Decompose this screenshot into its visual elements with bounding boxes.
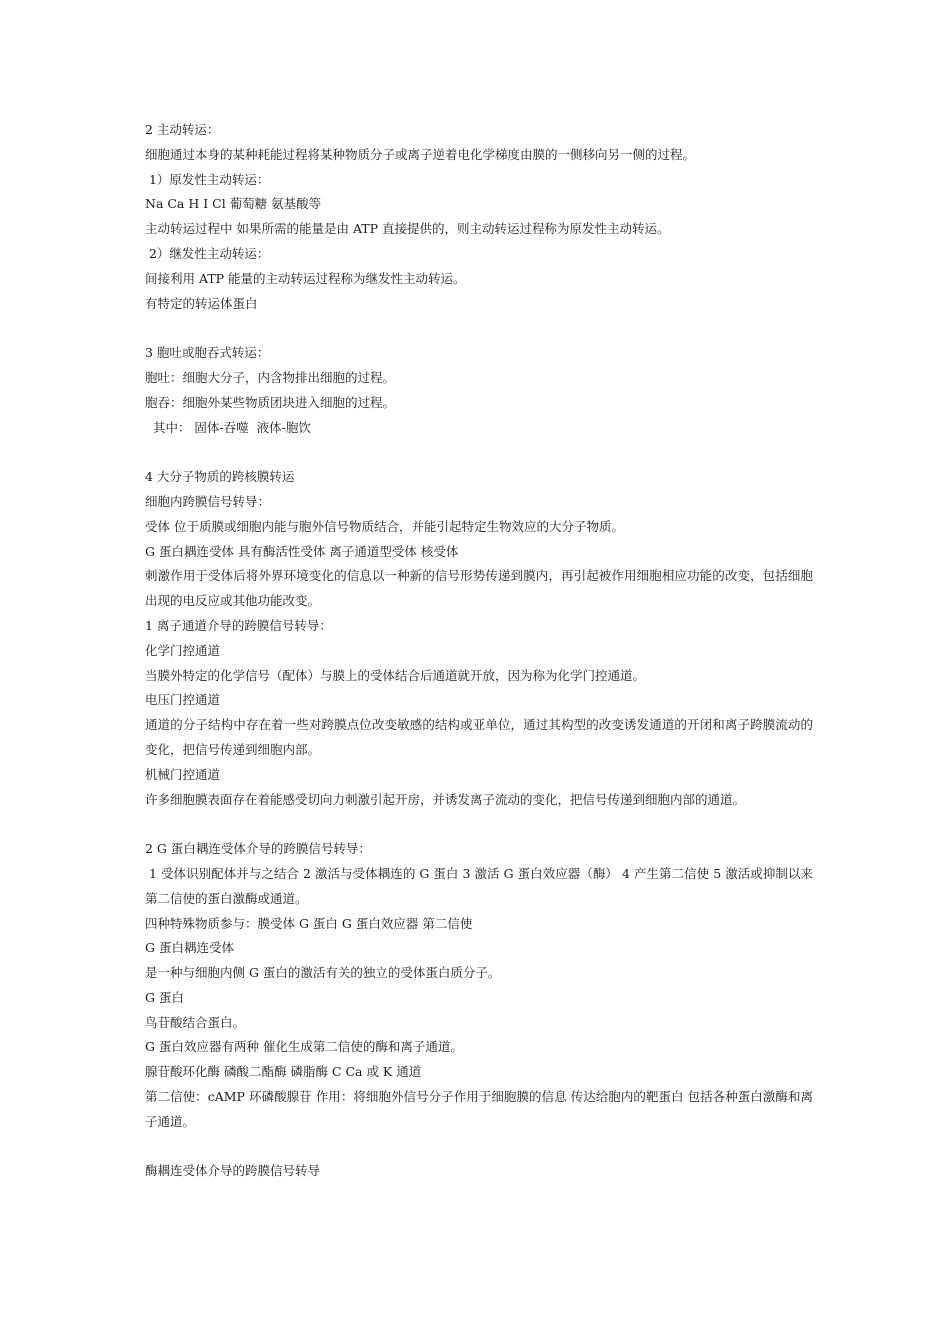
subheading-ion-channel: 1 离子通道介导的跨膜信号转导：: [145, 617, 332, 633]
paragraph: 腺苷酸环化酶 磷酸二酯酶 磷脂酶 C Ca 或 K 通道: [145, 1064, 422, 1080]
paragraph: 主动转运过程中 如果所需的能量是由 ATP 直接提供的，则主动转运过程称为原发性主动转运。: [145, 221, 670, 237]
subheading-g-protein: 2 G 蛋白耦连受体介导的跨膜信号转导：: [145, 841, 371, 857]
paragraph: 鸟苷酸结合蛋白。: [145, 1014, 246, 1030]
paragraph: 胞吐：细胞大分子，内含物排出细胞的过程。: [145, 369, 396, 385]
paragraph: 胞吞：细胞外某些物质团块进入细胞的过程。: [145, 394, 396, 410]
section-heading-enzyme-receptor: 酶耦连受体介导的跨膜信号转导: [145, 1163, 321, 1179]
section-heading-exocytosis-endocytosis: 3 胞吐或胞吞式转运：: [145, 345, 270, 361]
paragraph: 刺激作用于受体后将外界环境变化的信息以一种新的信号形势传递到膜内，再引起被作用细胞相应功能的改变，包括细胞出现的电反应或其他功能改变。: [145, 568, 813, 609]
section-heading-active-transport: 2 主动转运：: [145, 122, 220, 137]
term-heading: 电压门控通道: [145, 692, 221, 708]
section-heading-nuclear-transport: 4 大分子物质的跨核膜转运: [145, 469, 295, 485]
paragraph: 1 受体识别配体并与之结合 2 激活与受体耦连的 G 蛋白 3 激活 G 蛋白效应器（酶） 4 产生第二信使 5 激活或抑制以来第二信使的蛋白激酶或通道。: [145, 865, 813, 906]
blank-line: [145, 1135, 813, 1160]
paragraph: G 蛋白耦连受体 具有酶活性受体 离子通道型受体 核受体: [145, 543, 459, 559]
subheading-secondary-active-transport: 2）继发性主动转运：: [145, 245, 270, 261]
term-heading: 化学门控通道: [145, 642, 221, 658]
blank-line: [145, 812, 813, 837]
term-heading: 机械门控通道: [145, 766, 221, 782]
paragraph: 第二信使：cAMP 环磷酸腺苷 作用：将细胞外信号分子作用于细胞膜的信息 传达给胞内的靶蛋白 包括各种蛋白激酶和离子通道。: [145, 1089, 813, 1129]
paragraph: 间接利用 ATP 能量的主动转运过程称为继发性主动转运。: [145, 270, 466, 286]
paragraph: 其中： 固体-吞噬 液体-胞饮: [145, 419, 311, 435]
paragraph: 细胞通过本身的某种耗能过程将某种物质分子或离子逆着电化学梯度由膜的一侧移向另一侧的过程。: [145, 146, 696, 162]
paragraph: 通道的分子结构中存在着一些对跨膜点位改变敏感的结构或亚单位，通过其构型的改变诱发通道的开闭和离子跨膜流动的变化，把信号传递到细胞内部。: [145, 717, 813, 757]
paragraph: Na Ca H I Cl 葡萄糖 氨基酸等: [145, 196, 322, 212]
paragraph: 是一种与细胞内侧 G 蛋白的激活有关的独立的受体蛋白质分子。: [145, 965, 501, 981]
paragraph: G 蛋白效应器有两种 催化生成第二信使的酶和离子通道。: [145, 1039, 463, 1055]
paragraph: 许多细胞膜表面存在着能感受切向力刺激引起开房，并诱发离子流动的变化，把信号传递到细胞内部的通道。: [145, 791, 746, 807]
term-heading: G 蛋白耦连受体: [145, 940, 234, 956]
paragraph: 受体 位于质膜或细胞内能与胞外信号物质结合，并能引起特定生物效应的大分子物质。: [145, 518, 624, 534]
paragraph: 有特定的转运体蛋白: [145, 295, 258, 311]
document-page: [145, 118, 813, 1184]
blank-line: [145, 440, 813, 465]
subheading-primary-active-transport: 1）原发性主动转运：: [145, 171, 270, 187]
blank-line: [145, 316, 813, 341]
paragraph: 四种特殊物质参与：膜受体 G 蛋白 G 蛋白效应器 第二信使: [145, 915, 473, 931]
subheading-signal-transduction: 细胞内跨膜信号转导：: [145, 493, 271, 509]
paragraph: 当膜外特定的化学信号（配体）与膜上的受体结合后通道就开放，因为称为化学门控通道。: [145, 667, 646, 683]
term-heading: G 蛋白: [145, 989, 184, 1005]
